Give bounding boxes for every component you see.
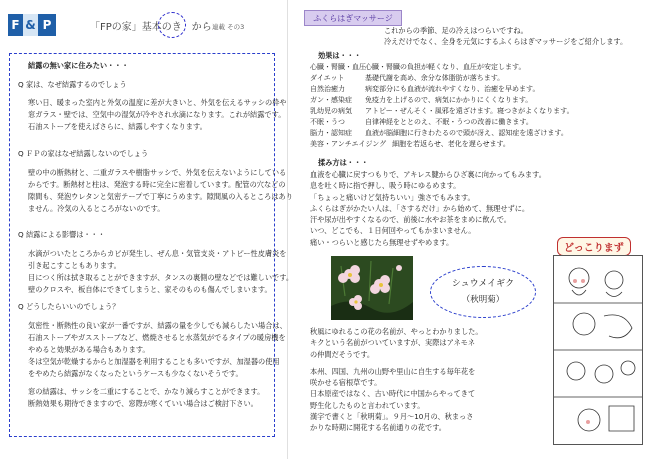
question-1: Q 家は、なぜ結露するのでしょう bbox=[18, 80, 127, 89]
flower-line: 本州、四国、九州の山野や里山に自生する毎年花を bbox=[310, 366, 476, 376]
answer-line: 壁のクロスや、板自体にできてしまうと、家そのものも傷んでしまいます。 bbox=[28, 285, 272, 294]
flower-line: キクという名前がついていますが、実際はアネモネ bbox=[310, 338, 476, 348]
method-line: 「ちょっと痛いけど気持ちいい」強さでもみます。 bbox=[310, 192, 475, 202]
effect-desc: 免疫力を上げるので、病気にかかりにくくなります。 bbox=[365, 96, 533, 104]
method-heading: 揉み方は・・・ bbox=[318, 158, 369, 167]
page-title: 「FPの家」基本のき から bbox=[90, 22, 212, 33]
effect-desc: 血液が脳細胞に行きわたるので頭が冴え、認知症を遠ざけます。 bbox=[365, 129, 568, 137]
fp-logo bbox=[8, 14, 56, 36]
effect-name: 脳力・認知症 bbox=[310, 129, 352, 137]
flower-name-oval bbox=[430, 266, 536, 318]
answer-line: 寒い日、暖まった室内と外気の温度に差が大きいと、外気を伝えるサッシの枠や bbox=[28, 98, 287, 107]
effects-heading: 効果は・・・ bbox=[318, 51, 362, 60]
effect-row bbox=[310, 73, 504, 83]
flower-name: シュウメイギク bbox=[451, 279, 515, 289]
effect-row bbox=[310, 84, 539, 94]
question-4: Q どうしたらいいのでしょう？ bbox=[18, 302, 120, 311]
flower-line: 日本原産ではなく、古い時代に中国からやってきて bbox=[310, 389, 476, 399]
effect-name: 不眠・うつ bbox=[310, 118, 345, 126]
answer-1 bbox=[28, 97, 287, 133]
answer-line: 石油ストーブを使えばさらに、結露しやすくなります。 bbox=[28, 122, 207, 131]
answer-line: をやめたら結露がなくなったというケースも少なくないそうです。 bbox=[28, 369, 243, 378]
answer-4 bbox=[28, 320, 287, 410]
comic-strip bbox=[553, 255, 643, 445]
answer-3 bbox=[28, 248, 293, 296]
flower-kanji-name: （秋明菊） bbox=[461, 295, 505, 305]
question-2: Q ＦＰの家はなぜ結露しないのでしょう bbox=[18, 149, 149, 158]
method-line: ふくらはぎがかたい人は、「さするだけ」から始めて、無理せずに。 bbox=[310, 203, 530, 213]
effect-name: ダイエット bbox=[310, 74, 345, 82]
flower-line: 咲かせる宿根草です。 bbox=[310, 378, 382, 388]
effect-row bbox=[310, 106, 574, 116]
massage-method bbox=[310, 169, 546, 248]
flower-line: 秋風にゆれるこの花の名前が、やっとわかりました。 bbox=[310, 327, 483, 336]
effect-name: 自然治癒力 bbox=[310, 85, 345, 93]
answer-line: 壁の中の断熱材と、二重ガラスや樹脂サッシで、外気を伝えないようにしている bbox=[28, 168, 287, 177]
intro-line: これからの季節、足の冷えはつらいですね。 bbox=[384, 26, 528, 35]
effect-desc: 自律神経をととのえ、不眠・うつの改善に働きます。 bbox=[365, 118, 533, 126]
answer-line: 引き起こすこともあります。 bbox=[28, 261, 121, 270]
series-label: 連載 その3 bbox=[212, 23, 245, 31]
title-circle-decoration bbox=[158, 12, 186, 38]
comic-title: どっこりまず bbox=[557, 237, 631, 256]
flower-line: の仲間だそうです。 bbox=[310, 349, 375, 359]
effect-row bbox=[310, 62, 525, 72]
effect-desc: 基礎代謝を高め、余分な体脂肪が落ちます。 bbox=[365, 74, 505, 82]
answer-line: 気密性・断熱性の良い家が一番ですが、結露の量を少しでも減らしたい場合は、 bbox=[28, 321, 287, 330]
answer-2 bbox=[28, 167, 293, 215]
effect-row bbox=[310, 139, 510, 149]
effect-row bbox=[310, 95, 532, 105]
question-3: Q 結露による影響は・・・ bbox=[18, 230, 106, 239]
anemone-flower-photo bbox=[331, 256, 413, 320]
logo-ampersand: & bbox=[23, 14, 38, 36]
answer-line: 窓ガラス・壁では、空気中の湿気が冷やされ水滴になります。これが結露です。 bbox=[28, 110, 286, 119]
flower-line: 漢字で書くと「秋明菊」。９月～10月の、秋まっさ bbox=[310, 412, 474, 422]
effect-name: 美容・アンチエイジング bbox=[310, 140, 387, 148]
method-line: 汗や尿が出やすくなるので、前後に水やお茶をまめに飲んで。 bbox=[310, 215, 511, 225]
logo-letter-f: F bbox=[8, 14, 23, 36]
method-line: いつ、どこでも、１日何回やってもかまいません。 bbox=[310, 226, 476, 236]
logo-letter-p: P bbox=[38, 14, 56, 36]
intro-line: 冷えだけでなく、全身を元気にするふくらはぎマッサージをご紹介します。 bbox=[384, 37, 628, 47]
answer-line: 冬は空気が乾燥するからと加湿器を利用することも多いですが、加湿器の使用 bbox=[28, 357, 280, 366]
effect-name: ガン・感染症 bbox=[310, 96, 352, 104]
flower-description bbox=[310, 326, 483, 434]
column-divider bbox=[287, 0, 288, 459]
answer-line: 水滴がついたところからカビが発生し、ぜん息・気管支炎・アトピー性皮膚炎を bbox=[28, 249, 287, 258]
effect-name: 心臓・腎臓・血圧 bbox=[310, 63, 366, 71]
answer-line: からです。断熱材と柱は、発泡する時に完全に密着しています。配管の穴などの bbox=[28, 180, 286, 189]
section-badge-massage: ふくらはぎマッサージ bbox=[304, 10, 402, 26]
effect-desc: 心臓・腎臓の負担が軽くなり、血圧が安定します。 bbox=[365, 63, 526, 71]
effect-desc: 細胞を若返らせ、老化を遅らせます。 bbox=[392, 140, 510, 148]
flower-line: 野生化したものと言われています。 bbox=[310, 400, 425, 410]
answer-line: 石油ストーブやガスストーブなど、燃焼させると水蒸気がでるタイプの暖房機を bbox=[28, 333, 286, 342]
answer-line: ません。冷気の入るところがないのです。 bbox=[28, 204, 165, 213]
effect-desc: 病変部分にも血液が流れやすくなり、治癒を早めます。 bbox=[365, 85, 540, 93]
answer-line: やめると効果がある場合もあります。 bbox=[28, 345, 150, 354]
effect-row bbox=[310, 117, 533, 127]
effect-row bbox=[310, 128, 568, 138]
effect-desc: アトピー・ぜんそく・風邪を遠ざけます。寝つきがよくなります。 bbox=[365, 107, 574, 115]
effect-name: 乳幼児の病気 bbox=[310, 107, 352, 115]
method-line: 痛い・つらいと感じたら無理せずやめます。 bbox=[310, 237, 454, 247]
answer-line: 目につく所は拭き取ることができますが、タンスの裏側の壁などでは難しいです。 bbox=[28, 273, 294, 282]
article-heading: 結露の無い家に住みたい・・・ bbox=[28, 61, 129, 70]
answer-line: 窓の結露は、サッシを二重にすることで、かなり減らすことができます。 bbox=[28, 387, 265, 396]
flower-line: かりな時期に開花する名前通りの花です。 bbox=[310, 423, 446, 433]
answer-line: 断熱効果も期待できますので、窓際が寒くていい場合はご検討下さい。 bbox=[28, 399, 258, 408]
answer-line: 隙間も、発泡ウレタンと気密テープで丁寧にうめます。隙間風の入るところはあり bbox=[28, 192, 293, 201]
method-line: 血液を心臓に戻すつもりで、アキレス腱からひざ裏に向かってもみます。 bbox=[310, 170, 546, 179]
massage-intro bbox=[384, 25, 627, 48]
method-line: 息を吐く時に指で押し、吸う時にゆるめます。 bbox=[310, 181, 461, 191]
